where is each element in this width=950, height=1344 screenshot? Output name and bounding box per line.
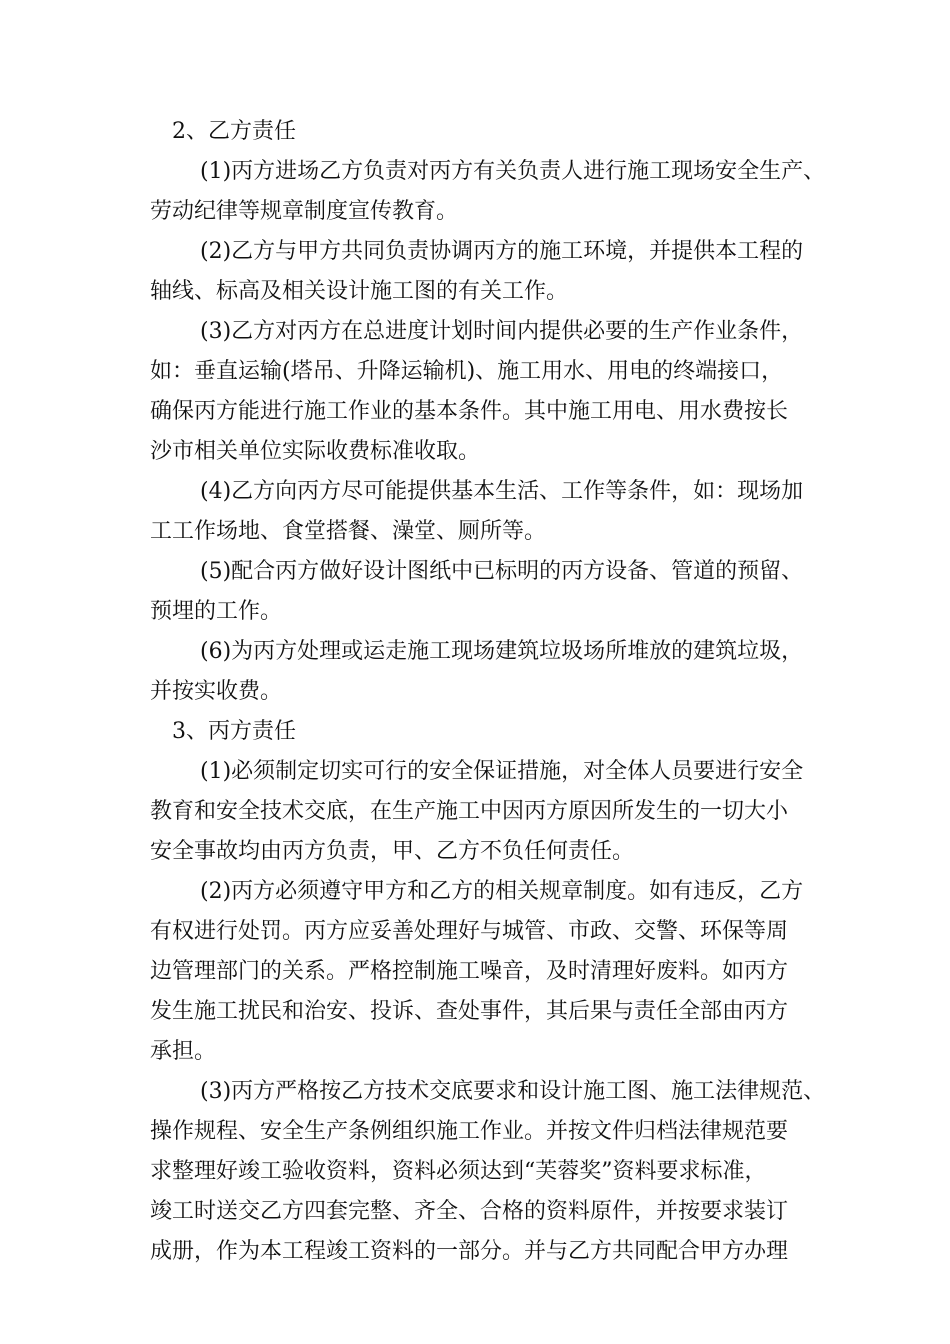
paragraph-line: (2)丙方必须遵守甲方和乙方的相关规章制度。如有违反，乙方 xyxy=(200,879,804,904)
paragraph-line: 竣工时送交乙方四套完整、齐全、合格的资料原件，并按要求装订 xyxy=(150,1199,789,1224)
paragraph-line: 承担。 xyxy=(150,1039,217,1064)
paragraph-line: (4)乙方向丙方尽可能提供基本生活、工作等条件，如：现场加 xyxy=(200,479,804,504)
paragraph-line: 工工作场地、食堂搭餐、澡堂、厕所等。 xyxy=(150,519,547,544)
paragraph-line: 安全事故均由丙方负责，甲、乙方不负任何责任。 xyxy=(150,839,635,864)
section-heading-party-c: 3、丙方责任 xyxy=(172,719,296,744)
paragraph-line: 操作规程、安全生产条例组织施工作业。并按文件归档法律规范要 xyxy=(150,1119,789,1144)
paragraph-line: 如：垂直运输(塔吊、升降运输机)、施工用水、用电的终端接口， xyxy=(150,359,784,384)
paragraph-line: (2)乙方与甲方共同负责协调丙方的施工环境，并提供本工程的 xyxy=(200,239,804,264)
paragraph-line: 求整理好竣工验收资料，资料必须达到“芙蓉奖”资料要求标准， xyxy=(150,1159,767,1184)
paragraph-line: 劳动纪律等规章制度宣传教育。 xyxy=(150,199,459,224)
paragraph-line: 边管理部门的关系。严格控制施工噪音，及时清理好废料。如丙方 xyxy=(150,959,789,984)
paragraph-line: 沙市相关单位实际收费标准收取。 xyxy=(150,439,481,464)
paragraph-line: 轴线、标高及相关设计施工图的有关工作。 xyxy=(150,279,569,304)
paragraph-line: 成册，作为本工程竣工资料的一部分。并与乙方共同配合甲方办理 xyxy=(150,1239,789,1264)
paragraph-line: 教育和安全技术交底，在生产施工中因丙方原因所发生的一切大小 xyxy=(150,799,789,824)
paragraph-line: 确保丙方能进行施工作业的基本条件。其中施工用电、用水费按长 xyxy=(150,399,789,424)
paragraph-line: (3)乙方对丙方在总进度计划时间内提供必要的生产作业条件， xyxy=(200,319,804,344)
paragraph-line: 有权进行处罚。丙方应妥善处理好与城管、市政、交警、环保等周 xyxy=(150,919,789,944)
paragraph-line: 预埋的工作。 xyxy=(150,599,283,624)
paragraph-line: (1)必须制定切实可行的安全保证措施，对全体人员要进行安全 xyxy=(200,759,804,784)
paragraph-line: 并按实收费。 xyxy=(150,679,283,704)
section-heading-party-b: 2、乙方责任 xyxy=(172,119,296,144)
paragraph-line: (5)配合丙方做好设计图纸中已标明的丙方设备、管道的预留、 xyxy=(200,559,804,584)
document-body xyxy=(150,112,860,1272)
paragraph-line: 发生施工扰民和治安、投诉、查处事件，其后果与责任全部由丙方 xyxy=(150,999,789,1024)
paragraph-line: (3)丙方严格按乙方技术交底要求和设计施工图、施工法律规范、 xyxy=(200,1079,826,1104)
paragraph-line: (6)为丙方处理或运走施工现场建筑垃圾场所堆放的建筑垃圾， xyxy=(200,639,804,664)
paragraph-line: (1)丙方进场乙方负责对丙方有关负责人进行施工现场安全生产、 xyxy=(200,159,826,184)
